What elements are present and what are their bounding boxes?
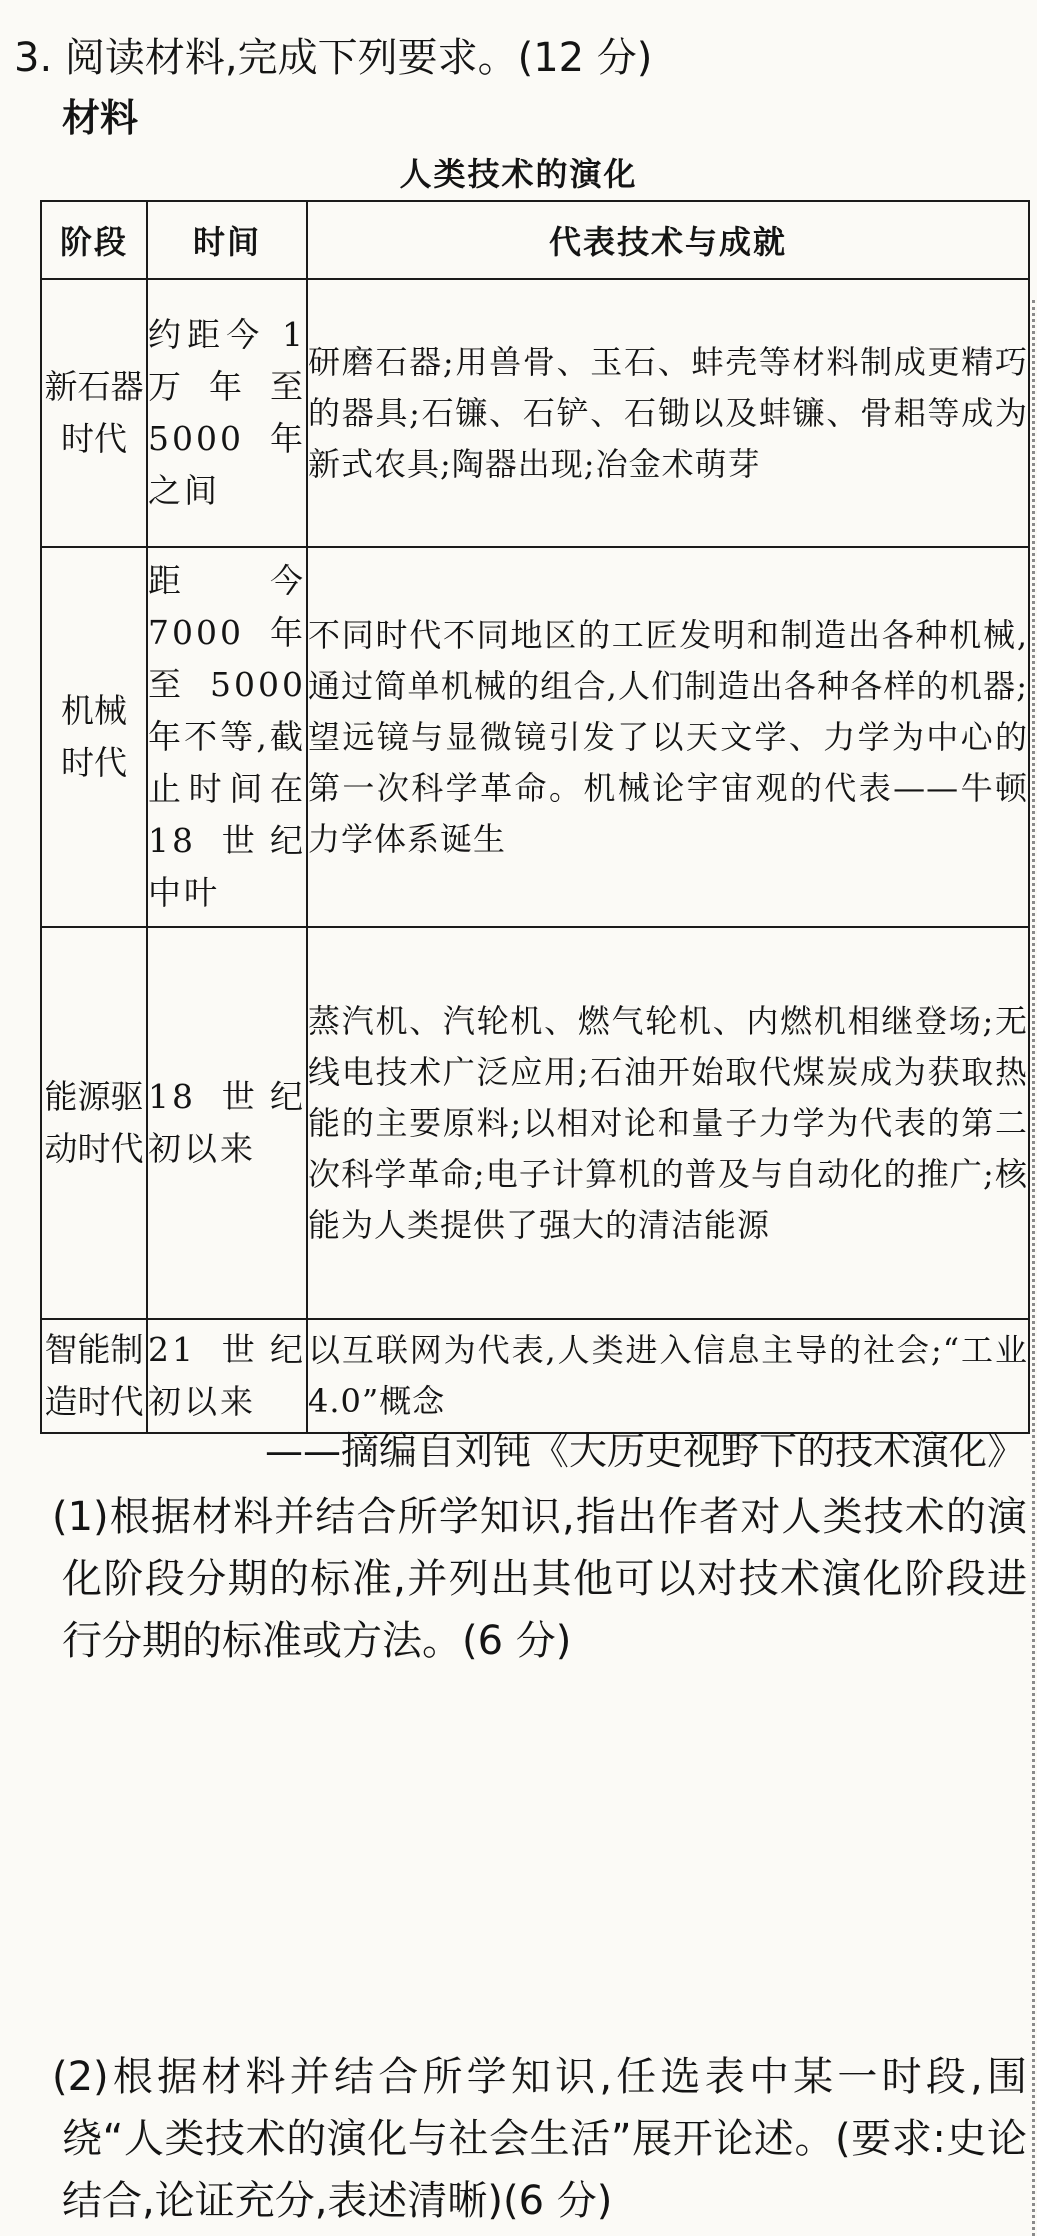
sub-question-1-label: (1): [52, 1494, 109, 1540]
table-row: [41, 279, 1029, 547]
time-cell: 18 世纪初以来: [147, 927, 307, 1319]
stage-cell: 机械 时代: [41, 547, 147, 927]
table-title: 人类技术的演化: [399, 155, 638, 193]
question-header: 3. 阅读材料,完成下列要求。(12 分): [14, 35, 653, 81]
time-cell: 约距今 1 万年至 5000 年之间: [147, 279, 307, 547]
table-row: [41, 1319, 1029, 1433]
sub-question-2-text: 根据材料并结合所学知识,任选表中某一时段,围绕“人类技术的演化与社会生活”展开论述。(要求:史论结合,论证充分,表述清晰)(6 分): [62, 2054, 1027, 2224]
header-tech: 代表技术与成就: [307, 201, 1029, 279]
tech-cell: 不同时代不同地区的工匠发明和制造出各种机械,通过简单机械的组合,人们制造出各种各样的机器;望远镜与显微镜引发了以天文学、力学为中心的第一次科学革命。机械论宇宙观的代表——牛顿力学体系诞生: [307, 547, 1029, 927]
material-label: 材料: [62, 96, 139, 140]
tech-cell: 蒸汽机、汽轮机、燃气轮机、内燃机相继登场;无线电技术广泛应用;石油开始取代煤炭成为获取热能的主要原料;以相对论和量子力学为代表的第二次科学革命;电子计算机的普及与自动化的推广;核能为人类提供了强大的清洁能源: [307, 927, 1029, 1319]
dotted-page-edge: [1032, 300, 1035, 2236]
stage-cell: 新石器 时代: [41, 279, 147, 547]
tech-cell: 研磨石器;用兽骨、玉石、蚌壳等材料制成更精巧的器具;石镰、石铲、石锄以及蚌镰、骨耜等成为新式农具;陶器出现;冶金术萌芽: [307, 279, 1029, 547]
stage-cell: 智能制 造时代: [41, 1319, 147, 1433]
time-cell: 21 世纪初以来: [147, 1319, 307, 1433]
table-row: [41, 547, 1029, 927]
tech-cell: 以互联网为代表,人类进入信息主导的社会;“工业 4.0”概念: [307, 1319, 1029, 1433]
stage-cell: 能源驱 动时代: [41, 927, 147, 1319]
sub-question-1-text: 根据材料并结合所学知识,指出作者对人类技术的演化阶段分期的标准,并列出其他可以对技术演化阶段进行分期的标准或方法。(6 分): [62, 1494, 1027, 1664]
header-time: 时间: [147, 201, 307, 279]
table-row: [41, 927, 1029, 1319]
table-header-row: [41, 201, 1029, 279]
time-cell: 距今 7000 年至 5000 年不等,截止时间在 18 世纪中叶: [147, 547, 307, 927]
sub-question-2: [52, 2046, 1027, 2232]
sub-question-2-label: (2): [52, 2054, 109, 2100]
technology-evolution-table: [40, 200, 1030, 1434]
header-stage: 阶段: [41, 201, 147, 279]
source-citation: ——摘编自刘钝《大历史视野下的技术演化》: [264, 1429, 1025, 1473]
sub-question-1: [52, 1486, 1027, 1672]
